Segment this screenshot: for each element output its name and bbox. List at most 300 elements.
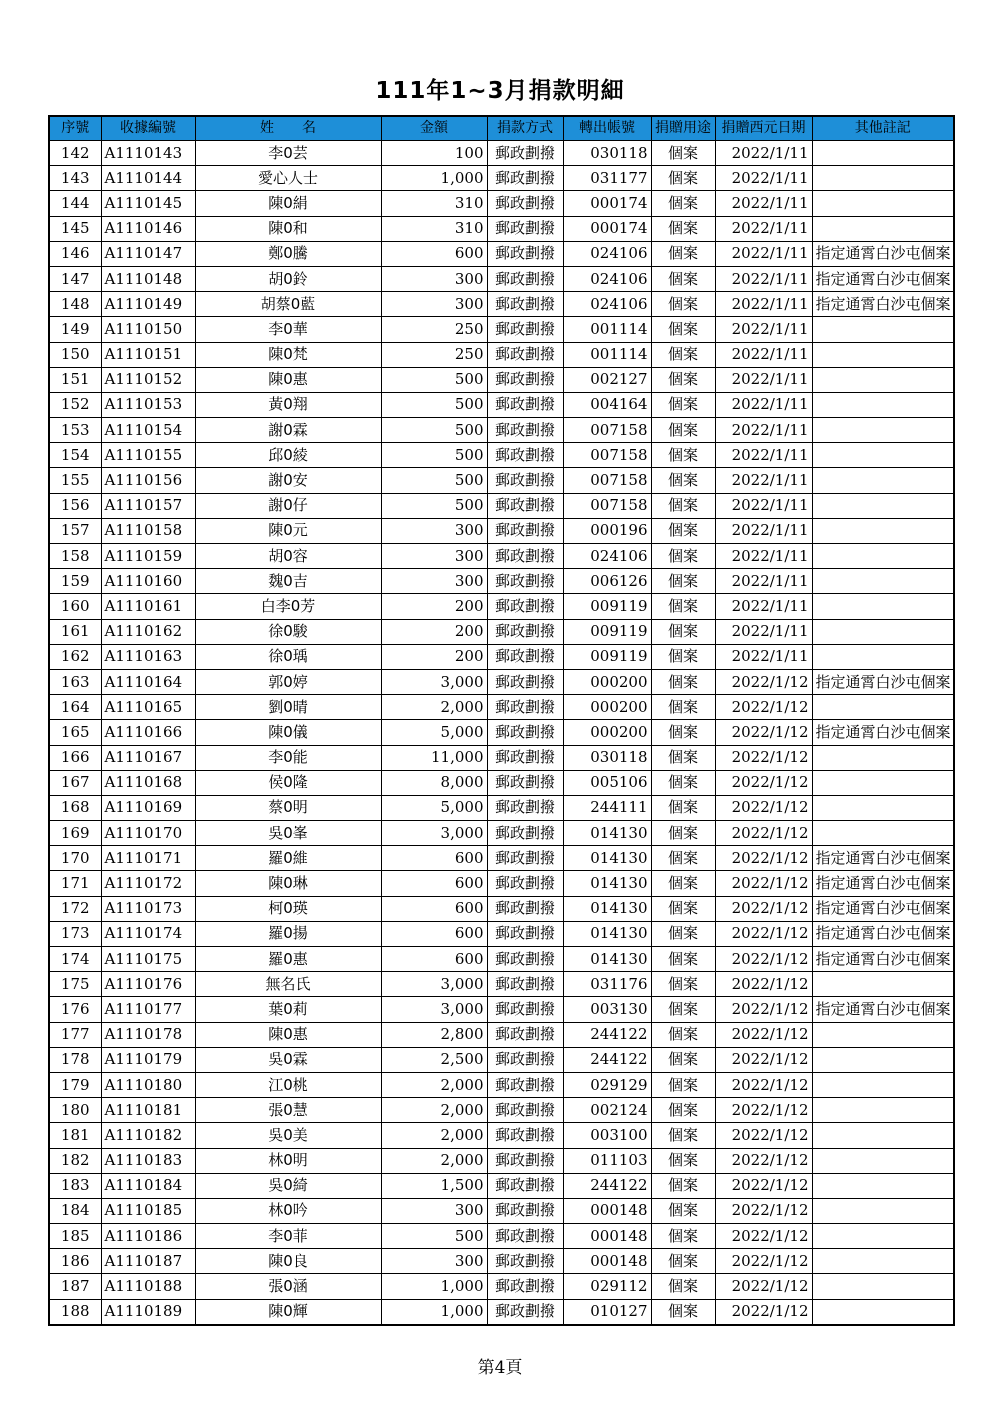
cell-note — [812, 1274, 954, 1299]
table-row — [49, 569, 954, 594]
cell-method: 郵政劃撥 — [487, 1148, 563, 1173]
cell-name: 邱0綾 — [195, 443, 381, 468]
cell-receipt: A1110164 — [101, 669, 195, 694]
cell-receipt: A1110146 — [101, 216, 195, 241]
cell-note: 指定通霄白沙屯個案 — [812, 896, 954, 921]
cell-index: 149 — [49, 317, 101, 342]
cell-account: 002127 — [563, 367, 651, 392]
cell-amount: 600 — [381, 241, 487, 266]
cell-amount: 250 — [381, 342, 487, 367]
cell-receipt: A1110161 — [101, 594, 195, 619]
cell-account: 244122 — [563, 1022, 651, 1047]
cell-receipt: A1110181 — [101, 1098, 195, 1123]
cell-purpose: 個案 — [651, 468, 715, 493]
cell-date: 2022/1/11 — [715, 191, 812, 216]
cell-note — [812, 695, 954, 720]
page-number: 第4頁 — [477, 1358, 523, 1378]
cell-note: 指定通霄白沙屯個案 — [812, 241, 954, 266]
cell-method: 郵政劃撥 — [487, 1098, 563, 1123]
cell-account: 244111 — [563, 795, 651, 820]
cell-index: 174 — [49, 947, 101, 972]
cell-account: 000200 — [563, 669, 651, 694]
cell-method: 郵政劃撥 — [487, 1047, 563, 1072]
cell-amount: 310 — [381, 191, 487, 216]
cell-account: 014130 — [563, 871, 651, 896]
cell-amount: 3,000 — [381, 821, 487, 846]
cell-receipt: A1110178 — [101, 1022, 195, 1047]
table-row — [49, 342, 954, 367]
cell-amount: 600 — [381, 896, 487, 921]
cell-name: 吳0霖 — [195, 1047, 381, 1072]
cell-purpose: 個案 — [651, 1249, 715, 1274]
cell-index: 165 — [49, 720, 101, 745]
cell-index: 175 — [49, 972, 101, 997]
table-row — [49, 921, 954, 946]
cell-amount: 300 — [381, 292, 487, 317]
cell-name: 謝0安 — [195, 468, 381, 493]
page-title: 111年1~3月捐款明細 — [375, 78, 625, 104]
cell-date: 2022/1/12 — [715, 846, 812, 871]
cell-amount: 200 — [381, 644, 487, 669]
cell-method: 郵政劃撥 — [487, 1198, 563, 1223]
cell-receipt: A1110149 — [101, 292, 195, 317]
cell-note: 指定通霄白沙屯個案 — [812, 292, 954, 317]
cell-amount: 500 — [381, 443, 487, 468]
cell-date: 2022/1/11 — [715, 166, 812, 191]
cell-purpose: 個案 — [651, 720, 715, 745]
cell-index: 167 — [49, 770, 101, 795]
cell-index: 179 — [49, 1072, 101, 1097]
cell-method: 郵政劃撥 — [487, 1249, 563, 1274]
cell-receipt: A1110160 — [101, 569, 195, 594]
cell-name: 李0華 — [195, 317, 381, 342]
cell-method: 郵政劃撥 — [487, 896, 563, 921]
cell-method: 郵政劃撥 — [487, 795, 563, 820]
cell-purpose: 個案 — [651, 1123, 715, 1148]
cell-index: 168 — [49, 795, 101, 820]
cell-note — [812, 418, 954, 443]
cell-purpose: 個案 — [651, 795, 715, 820]
cell-purpose: 個案 — [651, 1098, 715, 1123]
table-row — [49, 846, 954, 871]
cell-name: 陳0惠 — [195, 367, 381, 392]
cell-account: 014130 — [563, 947, 651, 972]
cell-index: 148 — [49, 292, 101, 317]
cell-index: 163 — [49, 669, 101, 694]
cell-name: 吳0綺 — [195, 1173, 381, 1198]
cell-note — [812, 745, 954, 770]
cell-index: 181 — [49, 1123, 101, 1148]
cell-note — [812, 468, 954, 493]
cell-date: 2022/1/11 — [715, 569, 812, 594]
table-row — [49, 896, 954, 921]
cell-date: 2022/1/12 — [715, 1173, 812, 1198]
cell-note — [812, 1224, 954, 1249]
cell-method: 郵政劃撥 — [487, 1299, 563, 1325]
cell-note — [812, 166, 954, 191]
cell-note — [812, 141, 954, 166]
cell-note — [812, 1047, 954, 1072]
cell-date: 2022/1/11 — [715, 443, 812, 468]
cell-note — [812, 544, 954, 569]
cell-index: 153 — [49, 418, 101, 443]
cell-name: 胡0容 — [195, 544, 381, 569]
cell-purpose: 個案 — [651, 1274, 715, 1299]
table-row — [49, 695, 954, 720]
cell-amount: 300 — [381, 1198, 487, 1223]
cell-note — [812, 342, 954, 367]
cell-method: 郵政劃撥 — [487, 367, 563, 392]
cell-index: 182 — [49, 1148, 101, 1173]
cell-method: 郵政劃撥 — [487, 695, 563, 720]
table-row — [49, 594, 954, 619]
table-row — [49, 871, 954, 896]
cell-account: 009119 — [563, 644, 651, 669]
cell-date: 2022/1/12 — [715, 1123, 812, 1148]
cell-purpose: 個案 — [651, 871, 715, 896]
cell-name: 胡蔡0藍 — [195, 292, 381, 317]
cell-name: 陳0惠 — [195, 1022, 381, 1047]
cell-note: 指定通霄白沙屯個案 — [812, 921, 954, 946]
cell-date: 2022/1/12 — [715, 1047, 812, 1072]
table-row — [49, 317, 954, 342]
cell-method: 郵政劃撥 — [487, 846, 563, 871]
cell-date: 2022/1/11 — [715, 266, 812, 291]
cell-note — [812, 821, 954, 846]
cell-amount: 600 — [381, 871, 487, 896]
cell-receipt: A1110159 — [101, 544, 195, 569]
cell-account: 007158 — [563, 443, 651, 468]
cell-purpose: 個案 — [651, 1072, 715, 1097]
column-header-name: 姓 名 — [195, 116, 381, 141]
cell-method: 郵政劃撥 — [487, 669, 563, 694]
cell-index: 161 — [49, 619, 101, 644]
cell-date: 2022/1/12 — [715, 669, 812, 694]
cell-name: 胡0鈴 — [195, 266, 381, 291]
cell-date: 2022/1/12 — [715, 745, 812, 770]
cell-amount: 2,000 — [381, 1148, 487, 1173]
cell-name: 羅0揚 — [195, 921, 381, 946]
cell-note — [812, 770, 954, 795]
cell-amount: 500 — [381, 418, 487, 443]
cell-method: 郵政劃撥 — [487, 947, 563, 972]
table-row — [49, 947, 954, 972]
cell-amount: 1,000 — [381, 166, 487, 191]
cell-date: 2022/1/12 — [715, 947, 812, 972]
cell-purpose: 個案 — [651, 569, 715, 594]
cell-note — [812, 1299, 954, 1325]
cell-index: 154 — [49, 443, 101, 468]
column-header-index: 序號 — [49, 116, 101, 141]
cell-name: 葉0莉 — [195, 997, 381, 1022]
table-row — [49, 1022, 954, 1047]
cell-name: 徐0駿 — [195, 619, 381, 644]
cell-account: 003130 — [563, 997, 651, 1022]
cell-method: 郵政劃撥 — [487, 443, 563, 468]
table-row — [49, 367, 954, 392]
cell-purpose: 個案 — [651, 1198, 715, 1223]
cell-account: 000196 — [563, 518, 651, 543]
cell-purpose: 個案 — [651, 1148, 715, 1173]
cell-receipt: A1110152 — [101, 367, 195, 392]
cell-name: 張0涵 — [195, 1274, 381, 1299]
cell-name: 魏0吉 — [195, 569, 381, 594]
table-row — [49, 745, 954, 770]
cell-purpose: 個案 — [651, 1022, 715, 1047]
cell-name: 林0明 — [195, 1148, 381, 1173]
cell-method: 郵政劃撥 — [487, 1224, 563, 1249]
cell-account: 024106 — [563, 544, 651, 569]
table-row — [49, 141, 954, 166]
cell-method: 郵政劃撥 — [487, 392, 563, 417]
cell-amount: 5,000 — [381, 720, 487, 745]
cell-account: 031176 — [563, 972, 651, 997]
table-row — [49, 392, 954, 417]
cell-name: 無名氏 — [195, 972, 381, 997]
cell-method: 郵政劃撥 — [487, 468, 563, 493]
cell-date: 2022/1/11 — [715, 367, 812, 392]
table-row — [49, 518, 954, 543]
cell-date: 2022/1/12 — [715, 1274, 812, 1299]
table-row — [49, 1249, 954, 1274]
cell-amount: 500 — [381, 468, 487, 493]
table-row — [49, 821, 954, 846]
cell-receipt: A1110167 — [101, 745, 195, 770]
column-header-account: 轉出帳號 — [563, 116, 651, 141]
cell-index: 156 — [49, 493, 101, 518]
cell-receipt: A1110157 — [101, 493, 195, 518]
cell-note: 指定通霄白沙屯個案 — [812, 720, 954, 745]
cell-index: 151 — [49, 367, 101, 392]
cell-method: 郵政劃撥 — [487, 871, 563, 896]
column-header-purpose: 捐贈用途 — [651, 116, 715, 141]
cell-account: 000174 — [563, 191, 651, 216]
cell-method: 郵政劃撥 — [487, 216, 563, 241]
cell-name: 江0桃 — [195, 1072, 381, 1097]
cell-account: 001114 — [563, 342, 651, 367]
cell-account: 010127 — [563, 1299, 651, 1325]
cell-name: 陳0輝 — [195, 1299, 381, 1325]
cell-name: 李0菲 — [195, 1224, 381, 1249]
cell-receipt: A1110163 — [101, 644, 195, 669]
cell-receipt: A1110174 — [101, 921, 195, 946]
cell-index: 171 — [49, 871, 101, 896]
cell-index: 164 — [49, 695, 101, 720]
cell-amount: 3,000 — [381, 997, 487, 1022]
cell-date: 2022/1/11 — [715, 594, 812, 619]
cell-amount: 100 — [381, 141, 487, 166]
cell-index: 157 — [49, 518, 101, 543]
cell-purpose: 個案 — [651, 367, 715, 392]
cell-receipt: A1110185 — [101, 1198, 195, 1223]
cell-index: 186 — [49, 1249, 101, 1274]
cell-name: 羅0惠 — [195, 947, 381, 972]
cell-purpose: 個案 — [651, 1047, 715, 1072]
table-row — [49, 1148, 954, 1173]
cell-amount: 600 — [381, 846, 487, 871]
cell-receipt: A1110187 — [101, 1249, 195, 1274]
cell-account: 000200 — [563, 720, 651, 745]
table-row — [49, 720, 954, 745]
cell-method: 郵政劃撥 — [487, 1173, 563, 1198]
cell-name: 張0慧 — [195, 1098, 381, 1123]
cell-account: 030118 — [563, 745, 651, 770]
cell-name: 吳0美 — [195, 1123, 381, 1148]
cell-date: 2022/1/12 — [715, 1022, 812, 1047]
cell-method: 郵政劃撥 — [487, 241, 563, 266]
table-row — [49, 166, 954, 191]
table-header-row — [49, 116, 954, 141]
cell-account: 029129 — [563, 1072, 651, 1097]
cell-amount: 600 — [381, 947, 487, 972]
cell-purpose: 個案 — [651, 317, 715, 342]
cell-account: 244122 — [563, 1173, 651, 1198]
cell-date: 2022/1/12 — [715, 1198, 812, 1223]
cell-date: 2022/1/12 — [715, 1299, 812, 1325]
cell-purpose: 個案 — [651, 821, 715, 846]
cell-method: 郵政劃撥 — [487, 821, 563, 846]
cell-name: 李0芸 — [195, 141, 381, 166]
cell-method: 郵政劃撥 — [487, 317, 563, 342]
cell-method: 郵政劃撥 — [487, 921, 563, 946]
cell-receipt: A1110144 — [101, 166, 195, 191]
cell-account: 000200 — [563, 695, 651, 720]
table-row — [49, 1224, 954, 1249]
cell-name: 李0能 — [195, 745, 381, 770]
cell-index: 155 — [49, 468, 101, 493]
cell-method: 郵政劃撥 — [487, 619, 563, 644]
cell-index: 187 — [49, 1274, 101, 1299]
cell-receipt: A1110151 — [101, 342, 195, 367]
cell-receipt: A1110170 — [101, 821, 195, 846]
cell-receipt: A1110162 — [101, 619, 195, 644]
cell-method: 郵政劃撥 — [487, 644, 563, 669]
cell-account: 000174 — [563, 216, 651, 241]
cell-note — [812, 392, 954, 417]
cell-receipt: A1110171 — [101, 846, 195, 871]
cell-index: 143 — [49, 166, 101, 191]
cell-name: 陳0琳 — [195, 871, 381, 896]
cell-note — [812, 367, 954, 392]
cell-name: 鄭0騰 — [195, 241, 381, 266]
cell-note: 指定通霄白沙屯個案 — [812, 266, 954, 291]
cell-name: 郭0婷 — [195, 669, 381, 694]
cell-amount: 300 — [381, 544, 487, 569]
cell-date: 2022/1/12 — [715, 1249, 812, 1274]
cell-method: 郵政劃撥 — [487, 1274, 563, 1299]
cell-date: 2022/1/12 — [715, 720, 812, 745]
cell-receipt: A1110182 — [101, 1123, 195, 1148]
cell-amount: 8,000 — [381, 770, 487, 795]
cell-method: 郵政劃撥 — [487, 745, 563, 770]
cell-index: 173 — [49, 921, 101, 946]
cell-note — [812, 795, 954, 820]
cell-index: 146 — [49, 241, 101, 266]
cell-purpose: 個案 — [651, 1299, 715, 1325]
cell-amount: 2,000 — [381, 1123, 487, 1148]
cell-amount: 300 — [381, 518, 487, 543]
cell-receipt: A1110175 — [101, 947, 195, 972]
cell-note — [812, 1123, 954, 1148]
column-header-amount: 金額 — [381, 116, 487, 141]
cell-account: 000148 — [563, 1198, 651, 1223]
column-header-date: 捐贈西元日期 — [715, 116, 812, 141]
cell-amount: 3,000 — [381, 972, 487, 997]
cell-index: 152 — [49, 392, 101, 417]
cell-note: 指定通霄白沙屯個案 — [812, 871, 954, 896]
cell-amount: 310 — [381, 216, 487, 241]
cell-purpose: 個案 — [651, 443, 715, 468]
cell-purpose: 個案 — [651, 493, 715, 518]
cell-receipt: A1110168 — [101, 770, 195, 795]
cell-purpose: 個案 — [651, 644, 715, 669]
cell-note — [812, 518, 954, 543]
table-row — [49, 1098, 954, 1123]
cell-date: 2022/1/12 — [715, 770, 812, 795]
cell-account: 024106 — [563, 266, 651, 291]
cell-date: 2022/1/11 — [715, 392, 812, 417]
cell-note: 指定通霄白沙屯個案 — [812, 997, 954, 1022]
cell-date: 2022/1/11 — [715, 342, 812, 367]
cell-receipt: A1110166 — [101, 720, 195, 745]
cell-name: 白李0芳 — [195, 594, 381, 619]
table-row — [49, 619, 954, 644]
cell-method: 郵政劃撥 — [487, 1123, 563, 1148]
table-row — [49, 443, 954, 468]
table-row — [49, 418, 954, 443]
cell-purpose: 個案 — [651, 342, 715, 367]
table-row — [49, 972, 954, 997]
cell-method: 郵政劃撥 — [487, 997, 563, 1022]
table-row — [49, 644, 954, 669]
cell-date: 2022/1/12 — [715, 695, 812, 720]
cell-purpose: 個案 — [651, 770, 715, 795]
cell-purpose: 個案 — [651, 518, 715, 543]
cell-index: 162 — [49, 644, 101, 669]
table-row — [49, 468, 954, 493]
cell-method: 郵政劃撥 — [487, 493, 563, 518]
cell-purpose: 個案 — [651, 392, 715, 417]
cell-method: 郵政劃撥 — [487, 266, 563, 291]
cell-purpose: 個案 — [651, 619, 715, 644]
cell-index: 172 — [49, 896, 101, 921]
cell-date: 2022/1/11 — [715, 619, 812, 644]
cell-account: 002124 — [563, 1098, 651, 1123]
cell-amount: 2,000 — [381, 1072, 487, 1097]
cell-receipt: A1110153 — [101, 392, 195, 417]
cell-index: 145 — [49, 216, 101, 241]
cell-account: 007158 — [563, 468, 651, 493]
cell-receipt: A1110176 — [101, 972, 195, 997]
cell-account: 011103 — [563, 1148, 651, 1173]
cell-date: 2022/1/11 — [715, 216, 812, 241]
cell-amount: 600 — [381, 921, 487, 946]
cell-amount: 300 — [381, 266, 487, 291]
cell-receipt: A1110188 — [101, 1274, 195, 1299]
cell-name: 吳0峯 — [195, 821, 381, 846]
cell-date: 2022/1/12 — [715, 921, 812, 946]
cell-receipt: A1110155 — [101, 443, 195, 468]
cell-index: 142 — [49, 141, 101, 166]
cell-account: 007158 — [563, 493, 651, 518]
cell-note — [812, 619, 954, 644]
table-row — [49, 795, 954, 820]
table-row — [49, 770, 954, 795]
cell-amount: 2,000 — [381, 1098, 487, 1123]
cell-name: 劉0晴 — [195, 695, 381, 720]
cell-note — [812, 1173, 954, 1198]
cell-date: 2022/1/11 — [715, 292, 812, 317]
